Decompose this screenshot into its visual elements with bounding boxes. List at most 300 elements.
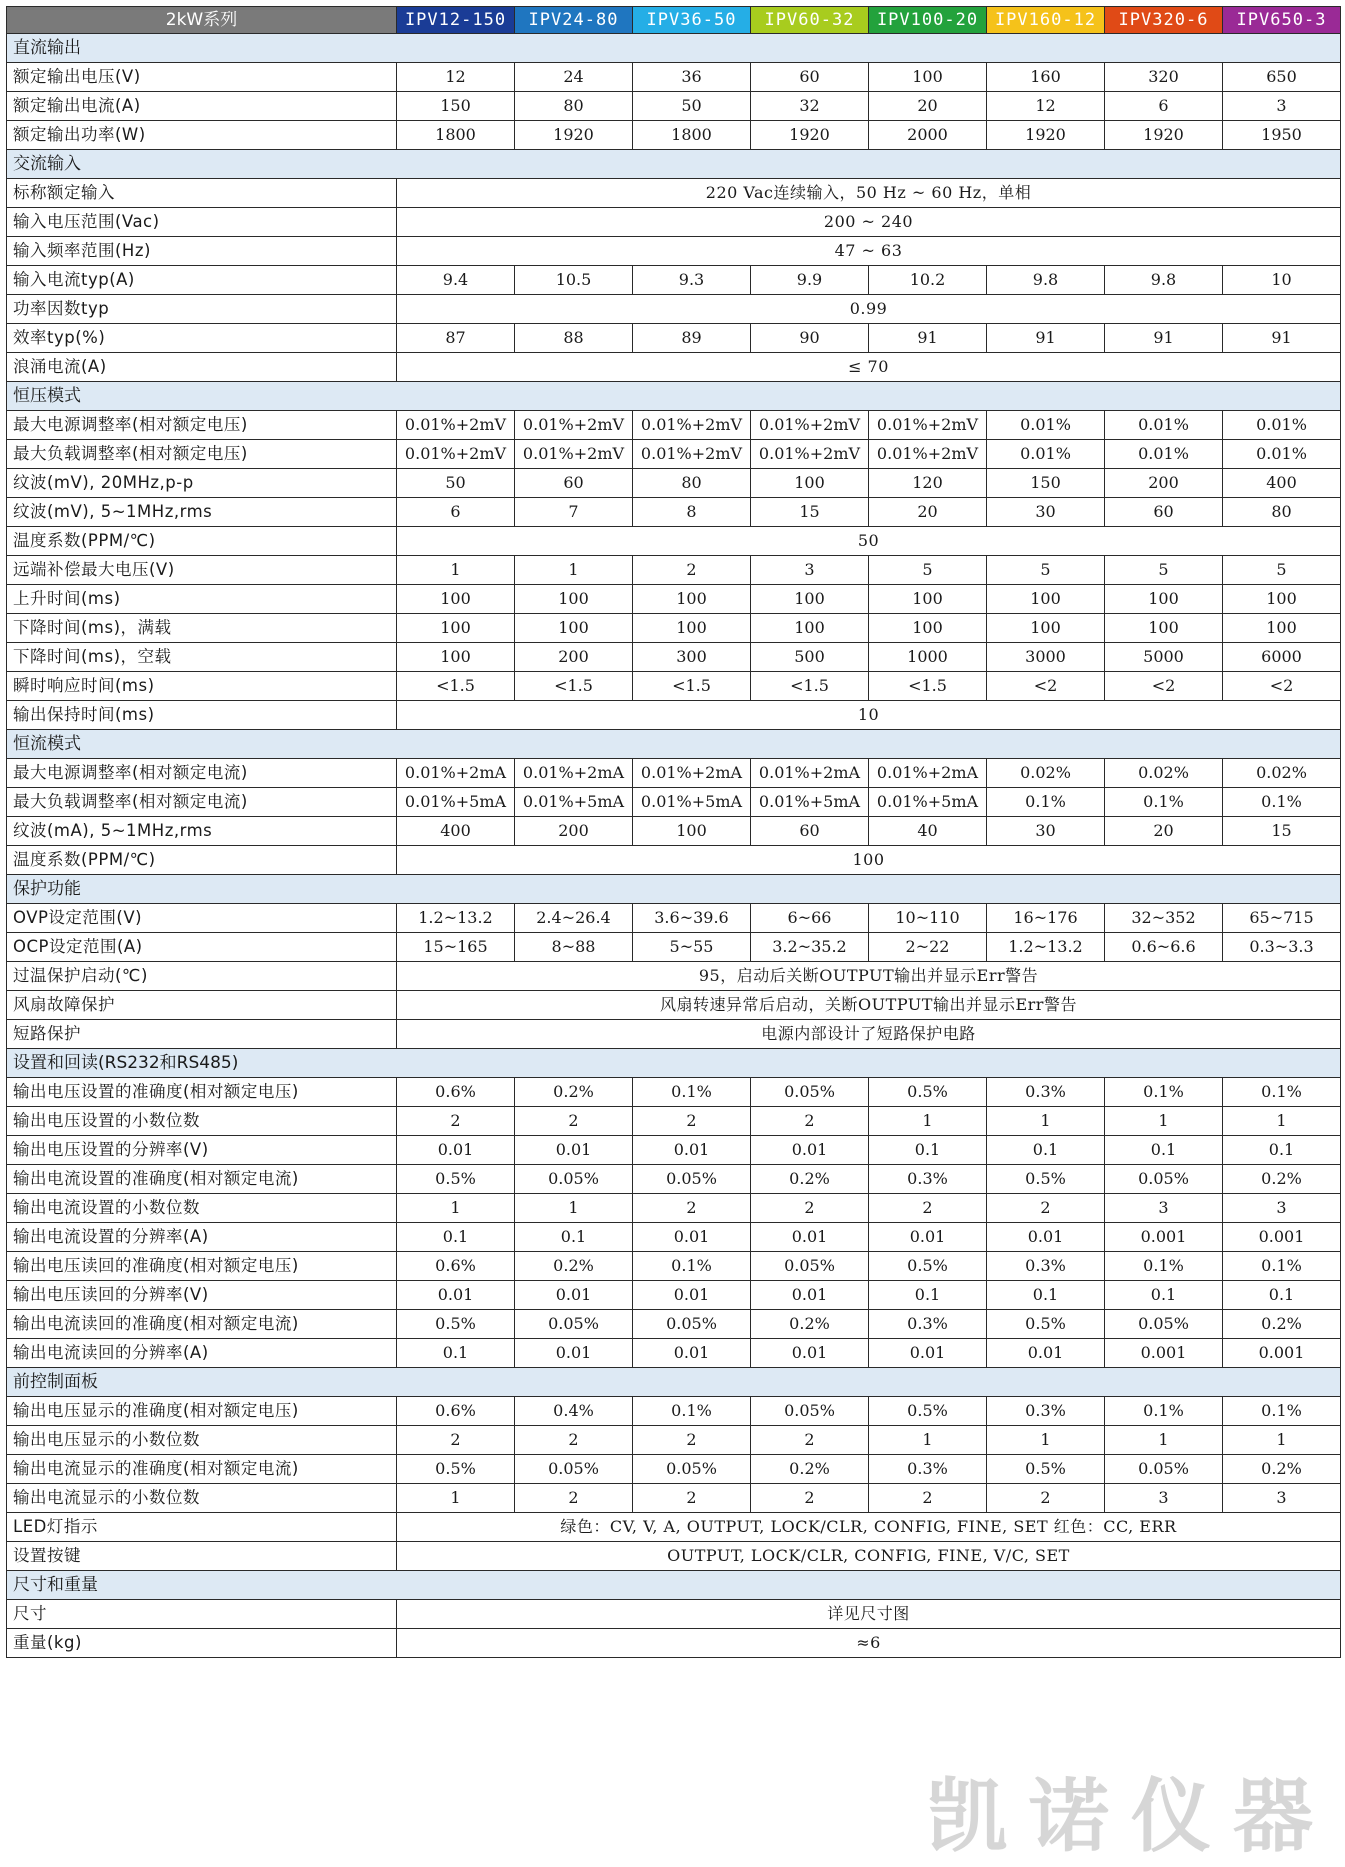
table-cell: 1	[1105, 1107, 1223, 1136]
spanned-value: OUTPUT, LOCK/CLR, CONFIG, FINE, V/C, SET	[397, 1542, 1341, 1571]
table-cell: 60	[751, 817, 869, 846]
table-cell: 0.01%+2mV	[751, 411, 869, 440]
table-cell: 0.02%	[1105, 759, 1223, 788]
table-cell: 2	[751, 1194, 869, 1223]
row-label: 输出电压设置的准确度(相对额定电压)	[7, 1078, 397, 1107]
spanned-value: ≤ 70	[397, 353, 1341, 382]
table-cell: 0.01	[515, 1281, 633, 1310]
table-row	[7, 1107, 1341, 1136]
table-row	[7, 1310, 1341, 1339]
section-title: 恒压模式	[7, 382, 1341, 411]
row-label: 上升时间(ms)	[7, 585, 397, 614]
table-cell: 0.1%	[1105, 1078, 1223, 1107]
section-title: 交流输入	[7, 150, 1341, 179]
table-cell: 0.1%	[633, 1252, 751, 1281]
model-header: IPV60-32	[751, 7, 869, 34]
table-row	[7, 498, 1341, 527]
table-cell: 120	[869, 469, 987, 498]
table-row	[7, 614, 1341, 643]
table-cell: 87	[397, 324, 515, 353]
table-cell: 91	[987, 324, 1105, 353]
model-header: IPV12-150	[397, 7, 515, 34]
table-cell: 100	[515, 614, 633, 643]
table-row	[7, 63, 1341, 92]
table-row	[7, 469, 1341, 498]
table-cell: 1	[987, 1107, 1105, 1136]
row-label: 最大负载调整率(相对额定电压)	[7, 440, 397, 469]
table-cell: 1950	[1223, 121, 1341, 150]
table-cell: 100	[633, 614, 751, 643]
table-cell: 15	[751, 498, 869, 527]
section-row	[7, 1368, 1341, 1397]
table-cell: 9.9	[751, 266, 869, 295]
table-cell: 2~22	[869, 933, 987, 962]
row-label: 风扇故障保护	[7, 991, 397, 1020]
table-row	[7, 208, 1341, 237]
table-cell: 12	[397, 63, 515, 92]
table-cell: 80	[633, 469, 751, 498]
table-cell: 0.01%	[1105, 411, 1223, 440]
section-title: 直流输出	[7, 34, 1341, 63]
table-cell: 15	[1223, 817, 1341, 846]
table-cell: 9.8	[987, 266, 1105, 295]
table-cell: 1	[987, 1426, 1105, 1455]
table-cell: 0.01	[751, 1136, 869, 1165]
table-cell: 0.5%	[987, 1455, 1105, 1484]
table-row	[7, 1629, 1341, 1658]
table-row	[7, 1397, 1341, 1426]
table-cell: 3	[1105, 1484, 1223, 1513]
row-label: OVP设定范围(V)	[7, 904, 397, 933]
table-cell: 2	[633, 1484, 751, 1513]
model-header: IPV650-3	[1223, 7, 1341, 34]
table-cell: 32~352	[1105, 904, 1223, 933]
table-cell: 0.5%	[869, 1252, 987, 1281]
row-label: 过温保护启动(℃)	[7, 962, 397, 991]
table-cell: 2	[397, 1107, 515, 1136]
table-cell: 0.1	[869, 1281, 987, 1310]
table-cell: 24	[515, 63, 633, 92]
table-cell: 60	[515, 469, 633, 498]
table-cell: 100	[869, 63, 987, 92]
row-label: 输出电流设置的小数位数	[7, 1194, 397, 1223]
table-row	[7, 1194, 1341, 1223]
table-cell: 10.5	[515, 266, 633, 295]
table-cell: 36	[633, 63, 751, 92]
table-cell: 1	[515, 556, 633, 585]
table-cell: 12	[987, 92, 1105, 121]
row-label: 输入频率范围(Hz)	[7, 237, 397, 266]
table-cell: 5~55	[633, 933, 751, 962]
row-label: 最大电源调整率(相对额定电压)	[7, 411, 397, 440]
row-label: 输出电压设置的小数位数	[7, 1107, 397, 1136]
model-header: IPV24-80	[515, 7, 633, 34]
table-cell: 0.05%	[1105, 1455, 1223, 1484]
table-cell: 0.1%	[1105, 1252, 1223, 1281]
table-cell: 0.01%+2mV	[633, 411, 751, 440]
table-cell: 0.01	[515, 1136, 633, 1165]
table-cell: 400	[1223, 469, 1341, 498]
table-cell: 0.01	[515, 1339, 633, 1368]
table-cell: 0.5%	[397, 1455, 515, 1484]
table-cell: 1000	[869, 643, 987, 672]
spanned-value: 200 ~ 240	[397, 208, 1341, 237]
table-cell: 0.1%	[1223, 788, 1341, 817]
table-cell: 1	[1105, 1426, 1223, 1455]
table-cell: 32	[751, 92, 869, 121]
table-row	[7, 556, 1341, 585]
table-cell: 5000	[1105, 643, 1223, 672]
table-cell: 3.2~35.2	[751, 933, 869, 962]
row-label: 温度系数(PPM/℃)	[7, 846, 397, 875]
table-cell: 500	[751, 643, 869, 672]
row-label: 输出电压显示的准确度(相对额定电压)	[7, 1397, 397, 1426]
table-cell: 100	[633, 817, 751, 846]
table-cell: 1.2~13.2	[987, 933, 1105, 962]
row-label: 最大负载调整率(相对额定电流)	[7, 788, 397, 817]
row-label: 输出电流设置的分辨率(A)	[7, 1223, 397, 1252]
table-cell: 0.01%	[987, 411, 1105, 440]
row-label: 纹波(mA), 5~1MHz,rms	[7, 817, 397, 846]
table-cell: 3	[1223, 1484, 1341, 1513]
table-cell: 3	[1223, 1194, 1341, 1223]
table-cell: 0.05%	[515, 1310, 633, 1339]
table-cell: 100	[987, 614, 1105, 643]
table-cell: 0.05%	[751, 1078, 869, 1107]
table-cell: 91	[1223, 324, 1341, 353]
table-row	[7, 1513, 1341, 1542]
table-cell: 0.01%+2mV	[397, 440, 515, 469]
table-cell: 15~165	[397, 933, 515, 962]
table-cell: 100	[397, 585, 515, 614]
table-cell: 0.1	[1223, 1281, 1341, 1310]
table-cell: 100	[1223, 614, 1341, 643]
table-cell: 1920	[987, 121, 1105, 150]
table-row	[7, 1281, 1341, 1310]
spanned-value: 95，启动后关断OUTPUT输出并显示Err警告	[397, 962, 1341, 991]
table-cell: 0.01%+2mV	[515, 440, 633, 469]
table-cell: 0.1	[1105, 1281, 1223, 1310]
table-cell: 0.2%	[751, 1310, 869, 1339]
row-label: 输出电压显示的小数位数	[7, 1426, 397, 1455]
table-cell: 160	[987, 63, 1105, 92]
table-cell: 0.1%	[1223, 1397, 1341, 1426]
row-label: 瞬时响应时间(ms)	[7, 672, 397, 701]
table-cell: 0.01%+5mA	[869, 788, 987, 817]
table-cell: 91	[869, 324, 987, 353]
table-cell: 90	[751, 324, 869, 353]
table-cell: 2	[633, 1426, 751, 1455]
table-cell: 2	[515, 1426, 633, 1455]
table-cell: 0.05%	[633, 1455, 751, 1484]
table-cell: 5	[1223, 556, 1341, 585]
table-cell: 3.6~39.6	[633, 904, 751, 933]
table-cell: 0.01	[751, 1339, 869, 1368]
table-cell: 1.2~13.2	[397, 904, 515, 933]
table-cell: 5	[987, 556, 1105, 585]
table-cell: <2	[1105, 672, 1223, 701]
table-cell: 400	[397, 817, 515, 846]
table-cell: 9.3	[633, 266, 751, 295]
table-cell: 0.01%+2mA	[751, 759, 869, 788]
table-cell: 0.05%	[1105, 1310, 1223, 1339]
table-cell: 0.01%+5mA	[397, 788, 515, 817]
table-cell: 0.2%	[751, 1455, 869, 1484]
table-row	[7, 759, 1341, 788]
table-cell: 0.01	[751, 1223, 869, 1252]
table-cell: 0.6%	[397, 1252, 515, 1281]
table-cell: 2	[633, 556, 751, 585]
row-label: 设置按键	[7, 1542, 397, 1571]
table-row	[7, 701, 1341, 730]
model-header: IPV160-12	[987, 7, 1105, 34]
table-cell: 60	[751, 63, 869, 92]
table-row	[7, 179, 1341, 208]
table-cell: 2.4~26.4	[515, 904, 633, 933]
section-title: 恒流模式	[7, 730, 1341, 759]
table-cell: 0.1%	[633, 1078, 751, 1107]
table-cell: 0.05%	[515, 1455, 633, 1484]
table-cell: 6	[1105, 92, 1223, 121]
table-row	[7, 817, 1341, 846]
table-cell: 30	[987, 817, 1105, 846]
table-cell: 0.5%	[397, 1165, 515, 1194]
table-cell: 0.001	[1223, 1339, 1341, 1368]
table-cell: 0.01	[869, 1223, 987, 1252]
row-label: 输出电流读回的准确度(相对额定电流)	[7, 1310, 397, 1339]
row-label: 下降时间(ms)，满载	[7, 614, 397, 643]
table-row	[7, 1252, 1341, 1281]
table-cell: 40	[869, 817, 987, 846]
row-label: 纹波(mV), 20MHz,p-p	[7, 469, 397, 498]
table-cell: 7	[515, 498, 633, 527]
table-cell: 1920	[751, 121, 869, 150]
table-cell: 2000	[869, 121, 987, 150]
table-cell: 6000	[1223, 643, 1341, 672]
table-row	[7, 1484, 1341, 1513]
table-cell: 100	[987, 585, 1105, 614]
table-cell: 0.01%+2mV	[515, 411, 633, 440]
table-cell: 0.5%	[987, 1165, 1105, 1194]
table-cell: 3	[1105, 1194, 1223, 1223]
section-row	[7, 34, 1341, 63]
table-row	[7, 1600, 1341, 1629]
table-cell: 100	[869, 614, 987, 643]
table-cell: 91	[1105, 324, 1223, 353]
table-row	[7, 846, 1341, 875]
table-cell: 0.2%	[1223, 1455, 1341, 1484]
table-cell: 0.2%	[515, 1252, 633, 1281]
table-cell: 1	[397, 1484, 515, 1513]
table-cell: 2	[751, 1484, 869, 1513]
table-cell: 100	[751, 614, 869, 643]
row-label: 效率typ(%)	[7, 324, 397, 353]
table-cell: 8	[633, 498, 751, 527]
row-label: 远端补偿最大电压(V)	[7, 556, 397, 585]
table-cell: <1.5	[751, 672, 869, 701]
row-label: 额定输出电流(A)	[7, 92, 397, 121]
table-cell: 0.01%+5mA	[515, 788, 633, 817]
table-cell: 0.2%	[1223, 1310, 1341, 1339]
table-cell: 0.05%	[751, 1252, 869, 1281]
table-cell: 0.01	[397, 1281, 515, 1310]
table-cell: 6~66	[751, 904, 869, 933]
table-cell: 0.02%	[1223, 759, 1341, 788]
series-label: 2kW系列	[7, 7, 397, 34]
table-cell: 0.5%	[397, 1310, 515, 1339]
table-cell: <1.5	[633, 672, 751, 701]
row-label: 温度系数(PPM/℃)	[7, 527, 397, 556]
table-cell: 50	[633, 92, 751, 121]
table-cell: 0.1	[1223, 1136, 1341, 1165]
model-header: IPV320-6	[1105, 7, 1223, 34]
table-cell: 100	[751, 585, 869, 614]
table-cell: 0.2%	[515, 1078, 633, 1107]
spanned-value: 0.99	[397, 295, 1341, 324]
table-cell: 0.01%+5mA	[751, 788, 869, 817]
table-cell: 0.001	[1105, 1339, 1223, 1368]
table-cell: 100	[869, 585, 987, 614]
table-cell: 2	[515, 1107, 633, 1136]
table-cell: 10	[1223, 266, 1341, 295]
table-cell: 3000	[987, 643, 1105, 672]
table-cell: 100	[1105, 614, 1223, 643]
table-cell: 6	[397, 498, 515, 527]
spanned-value: 47 ~ 63	[397, 237, 1341, 266]
table-cell: 100	[1223, 585, 1341, 614]
spanned-value: 50	[397, 527, 1341, 556]
row-label: 输出电流读回的分辨率(A)	[7, 1339, 397, 1368]
table-row	[7, 1339, 1341, 1368]
section-title: 保护功能	[7, 875, 1341, 904]
table-cell: 3	[1223, 92, 1341, 121]
table-cell: 0.1%	[1223, 1252, 1341, 1281]
table-row	[7, 1020, 1341, 1049]
row-label: 额定输出电压(V)	[7, 63, 397, 92]
table-cell: 1	[869, 1107, 987, 1136]
table-cell: 0.1	[869, 1136, 987, 1165]
section-title: 设置和回读(RS232和RS485)	[7, 1049, 1341, 1078]
row-label: 输出电压读回的分辨率(V)	[7, 1281, 397, 1310]
table-cell: 2	[869, 1484, 987, 1513]
table-cell: 200	[515, 643, 633, 672]
table-cell: 0.01%	[1223, 411, 1341, 440]
section-title: 前控制面板	[7, 1368, 1341, 1397]
spanned-value: 10	[397, 701, 1341, 730]
table-cell: 0.3%	[869, 1165, 987, 1194]
table-cell: 300	[633, 643, 751, 672]
table-row	[7, 121, 1341, 150]
table-cell: 1	[869, 1426, 987, 1455]
table-cell: 0.01%	[987, 440, 1105, 469]
table-cell: 88	[515, 324, 633, 353]
row-label: 功率因数typ	[7, 295, 397, 324]
table-cell: 0.01	[751, 1281, 869, 1310]
table-cell: 100	[1105, 585, 1223, 614]
table-cell: 0.4%	[515, 1397, 633, 1426]
table-cell: 0.3%	[987, 1397, 1105, 1426]
row-label: 纹波(mV), 5~1MHz,rms	[7, 498, 397, 527]
row-label: 输出保持时间(ms)	[7, 701, 397, 730]
spanned-value: 220 Vac连续输入，50 Hz ~ 60 Hz，单相	[397, 179, 1341, 208]
table-cell: 9.8	[1105, 266, 1223, 295]
table-row	[7, 527, 1341, 556]
table-cell: 320	[1105, 63, 1223, 92]
table-cell: 0.01	[987, 1223, 1105, 1252]
table-cell: 0.01	[633, 1339, 751, 1368]
row-label: 输出电流设置的准确度(相对额定电流)	[7, 1165, 397, 1194]
table-cell: 0.5%	[869, 1078, 987, 1107]
table-cell: 20	[869, 498, 987, 527]
table-cell: <1.5	[397, 672, 515, 701]
table-cell: 10.2	[869, 266, 987, 295]
table-cell: 0.3%	[987, 1252, 1105, 1281]
spanned-value: 绿色：CV, V, A, OUTPUT, LOCK/CLR, CONFIG, FINE, SET 红色：CC, ERR	[397, 1513, 1341, 1542]
table-cell: 0.1	[515, 1223, 633, 1252]
section-row	[7, 875, 1341, 904]
table-cell: 0.01%	[1223, 440, 1341, 469]
table-cell: 0.2%	[1223, 1165, 1341, 1194]
table-cell: 80	[515, 92, 633, 121]
table-row	[7, 1078, 1341, 1107]
row-label: 下降时间(ms)，空载	[7, 643, 397, 672]
table-cell: 0.01	[633, 1136, 751, 1165]
table-cell: 0.001	[1223, 1223, 1341, 1252]
table-row	[7, 991, 1341, 1020]
table-cell: 650	[1223, 63, 1341, 92]
table-cell: 0.3%	[869, 1310, 987, 1339]
table-row	[7, 411, 1341, 440]
row-label: 输出电流显示的准确度(相对额定电流)	[7, 1455, 397, 1484]
table-row	[7, 1455, 1341, 1484]
row-label: 浪涌电流(A)	[7, 353, 397, 382]
table-row	[7, 585, 1341, 614]
table-row	[7, 1136, 1341, 1165]
row-label: 输入电压范围(Vac)	[7, 208, 397, 237]
row-label: 短路保护	[7, 1020, 397, 1049]
table-row	[7, 962, 1341, 991]
table-cell: 0.01	[869, 1339, 987, 1368]
table-cell: 0.6~6.6	[1105, 933, 1223, 962]
table-cell: 30	[987, 498, 1105, 527]
table-cell: 1	[515, 1194, 633, 1223]
table-cell: 0.05%	[633, 1165, 751, 1194]
table-cell: 0.1	[397, 1339, 515, 1368]
table-cell: 0.3~3.3	[1223, 933, 1341, 962]
table-cell: 0.01	[633, 1281, 751, 1310]
table-cell: 100	[397, 643, 515, 672]
table-cell: 0.1%	[1223, 1078, 1341, 1107]
table-cell: 1	[1223, 1426, 1341, 1455]
table-cell: 0.01%+2mV	[869, 440, 987, 469]
table-cell: 0.01%+2mA	[397, 759, 515, 788]
row-label: 输出电压读回的准确度(相对额定电压)	[7, 1252, 397, 1281]
table-cell: 0.1%	[1105, 788, 1223, 817]
table-cell: 0.05%	[633, 1310, 751, 1339]
table-cell: 0.3%	[987, 1078, 1105, 1107]
section-row	[7, 1049, 1341, 1078]
table-cell: 9.4	[397, 266, 515, 295]
table-row	[7, 643, 1341, 672]
table-row	[7, 295, 1341, 324]
row-label: 标称额定输入	[7, 179, 397, 208]
section-row	[7, 730, 1341, 759]
table-row	[7, 324, 1341, 353]
table-cell: 0.6%	[397, 1078, 515, 1107]
table-row	[7, 440, 1341, 469]
table-cell: <2	[1223, 672, 1341, 701]
model-header: IPV100-20	[869, 7, 987, 34]
